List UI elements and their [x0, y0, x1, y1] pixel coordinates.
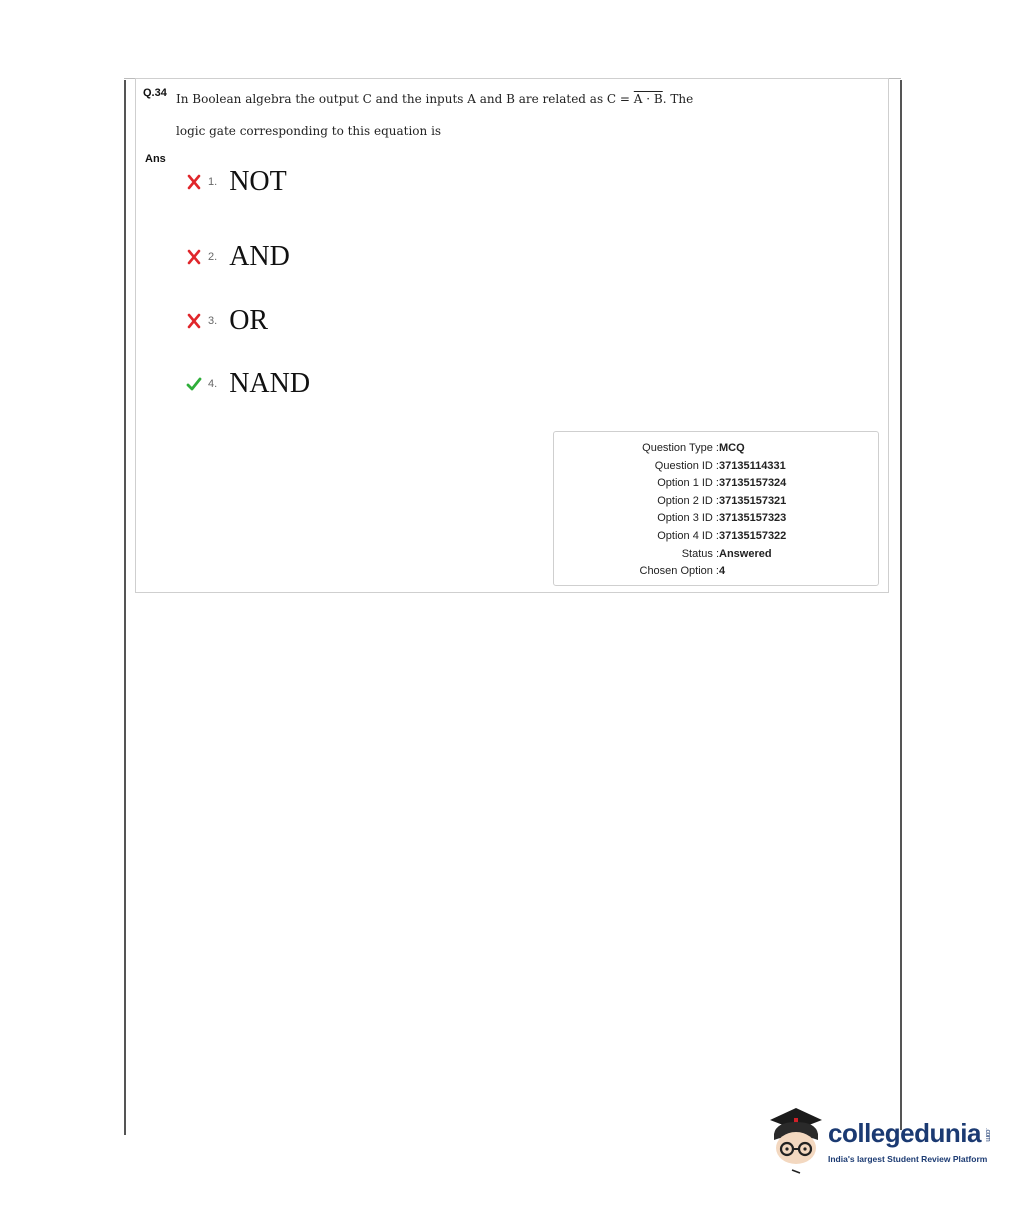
- info-key: Chosen Option :: [639, 565, 719, 577]
- info-value: 37135114331: [719, 460, 786, 472]
- page-left-rule: [124, 80, 126, 1135]
- answer-label: Ans: [145, 153, 166, 165]
- page-right-rule: [900, 80, 902, 1130]
- option-2: [186, 241, 290, 273]
- question-info-panel: [553, 431, 879, 586]
- option-number: 3.: [208, 315, 218, 327]
- info-row-option3-id: [554, 512, 787, 524]
- info-value: 37135157321: [719, 495, 787, 507]
- info-key: Option 1 ID :: [657, 477, 719, 489]
- option-number: 4.: [208, 378, 218, 390]
- option-number: 1.: [208, 176, 218, 188]
- option-text: AND: [229, 241, 290, 272]
- checkmark-icon: [186, 376, 202, 392]
- option-text: NOT: [229, 166, 287, 197]
- info-row-question-id: [554, 460, 786, 472]
- formula-overlined: A · B: [633, 92, 663, 106]
- info-value: MCQ: [719, 442, 745, 454]
- info-value: Answered: [719, 548, 772, 560]
- cross-icon: [186, 174, 202, 190]
- question-text-line2: logic gate corresponding to this equation is: [176, 124, 442, 138]
- option-text: OR: [229, 305, 269, 336]
- brand-name: [828, 1118, 991, 1149]
- brand-text: collegedunia: [828, 1118, 981, 1148]
- brand-suffix: .com: [983, 1128, 991, 1142]
- info-value: 37135157324: [719, 477, 787, 489]
- option-4: [186, 368, 310, 400]
- info-value: 37135157323: [719, 512, 787, 524]
- cross-icon: [186, 249, 202, 265]
- info-key: Option 2 ID :: [657, 495, 719, 507]
- info-key: Status :: [681, 548, 719, 560]
- option-number: 2.: [208, 251, 218, 263]
- question-text-line1: [176, 92, 693, 106]
- info-key: Option 3 ID :: [657, 512, 719, 524]
- info-row-option2-id: [554, 495, 787, 507]
- info-row-chosen-option: [554, 565, 726, 577]
- info-value: 4: [719, 565, 726, 577]
- option-1: [186, 166, 287, 198]
- info-key: Question Type :: [642, 442, 719, 454]
- cross-icon: [186, 313, 202, 329]
- info-row-option4-id: [554, 530, 787, 542]
- info-row-question-type: [554, 442, 745, 454]
- info-row-status: [554, 548, 772, 560]
- question-number: Q.34: [143, 87, 167, 99]
- info-row-option1-id: [554, 477, 787, 489]
- brand-tagline: India's largest Student Review Platform: [828, 1154, 988, 1164]
- option-3: [186, 305, 268, 337]
- option-text: NAND: [229, 368, 311, 399]
- info-key: Question ID :: [654, 460, 719, 472]
- question-text-pre: In Boolean algebra the output C and the inputs A and B are related as C =: [176, 92, 634, 106]
- info-value: 37135157322: [719, 530, 787, 542]
- info-key: Option 4 ID :: [657, 530, 719, 542]
- collegedunia-mascot-icon: [766, 1104, 826, 1176]
- question-text-post: . The: [662, 92, 694, 106]
